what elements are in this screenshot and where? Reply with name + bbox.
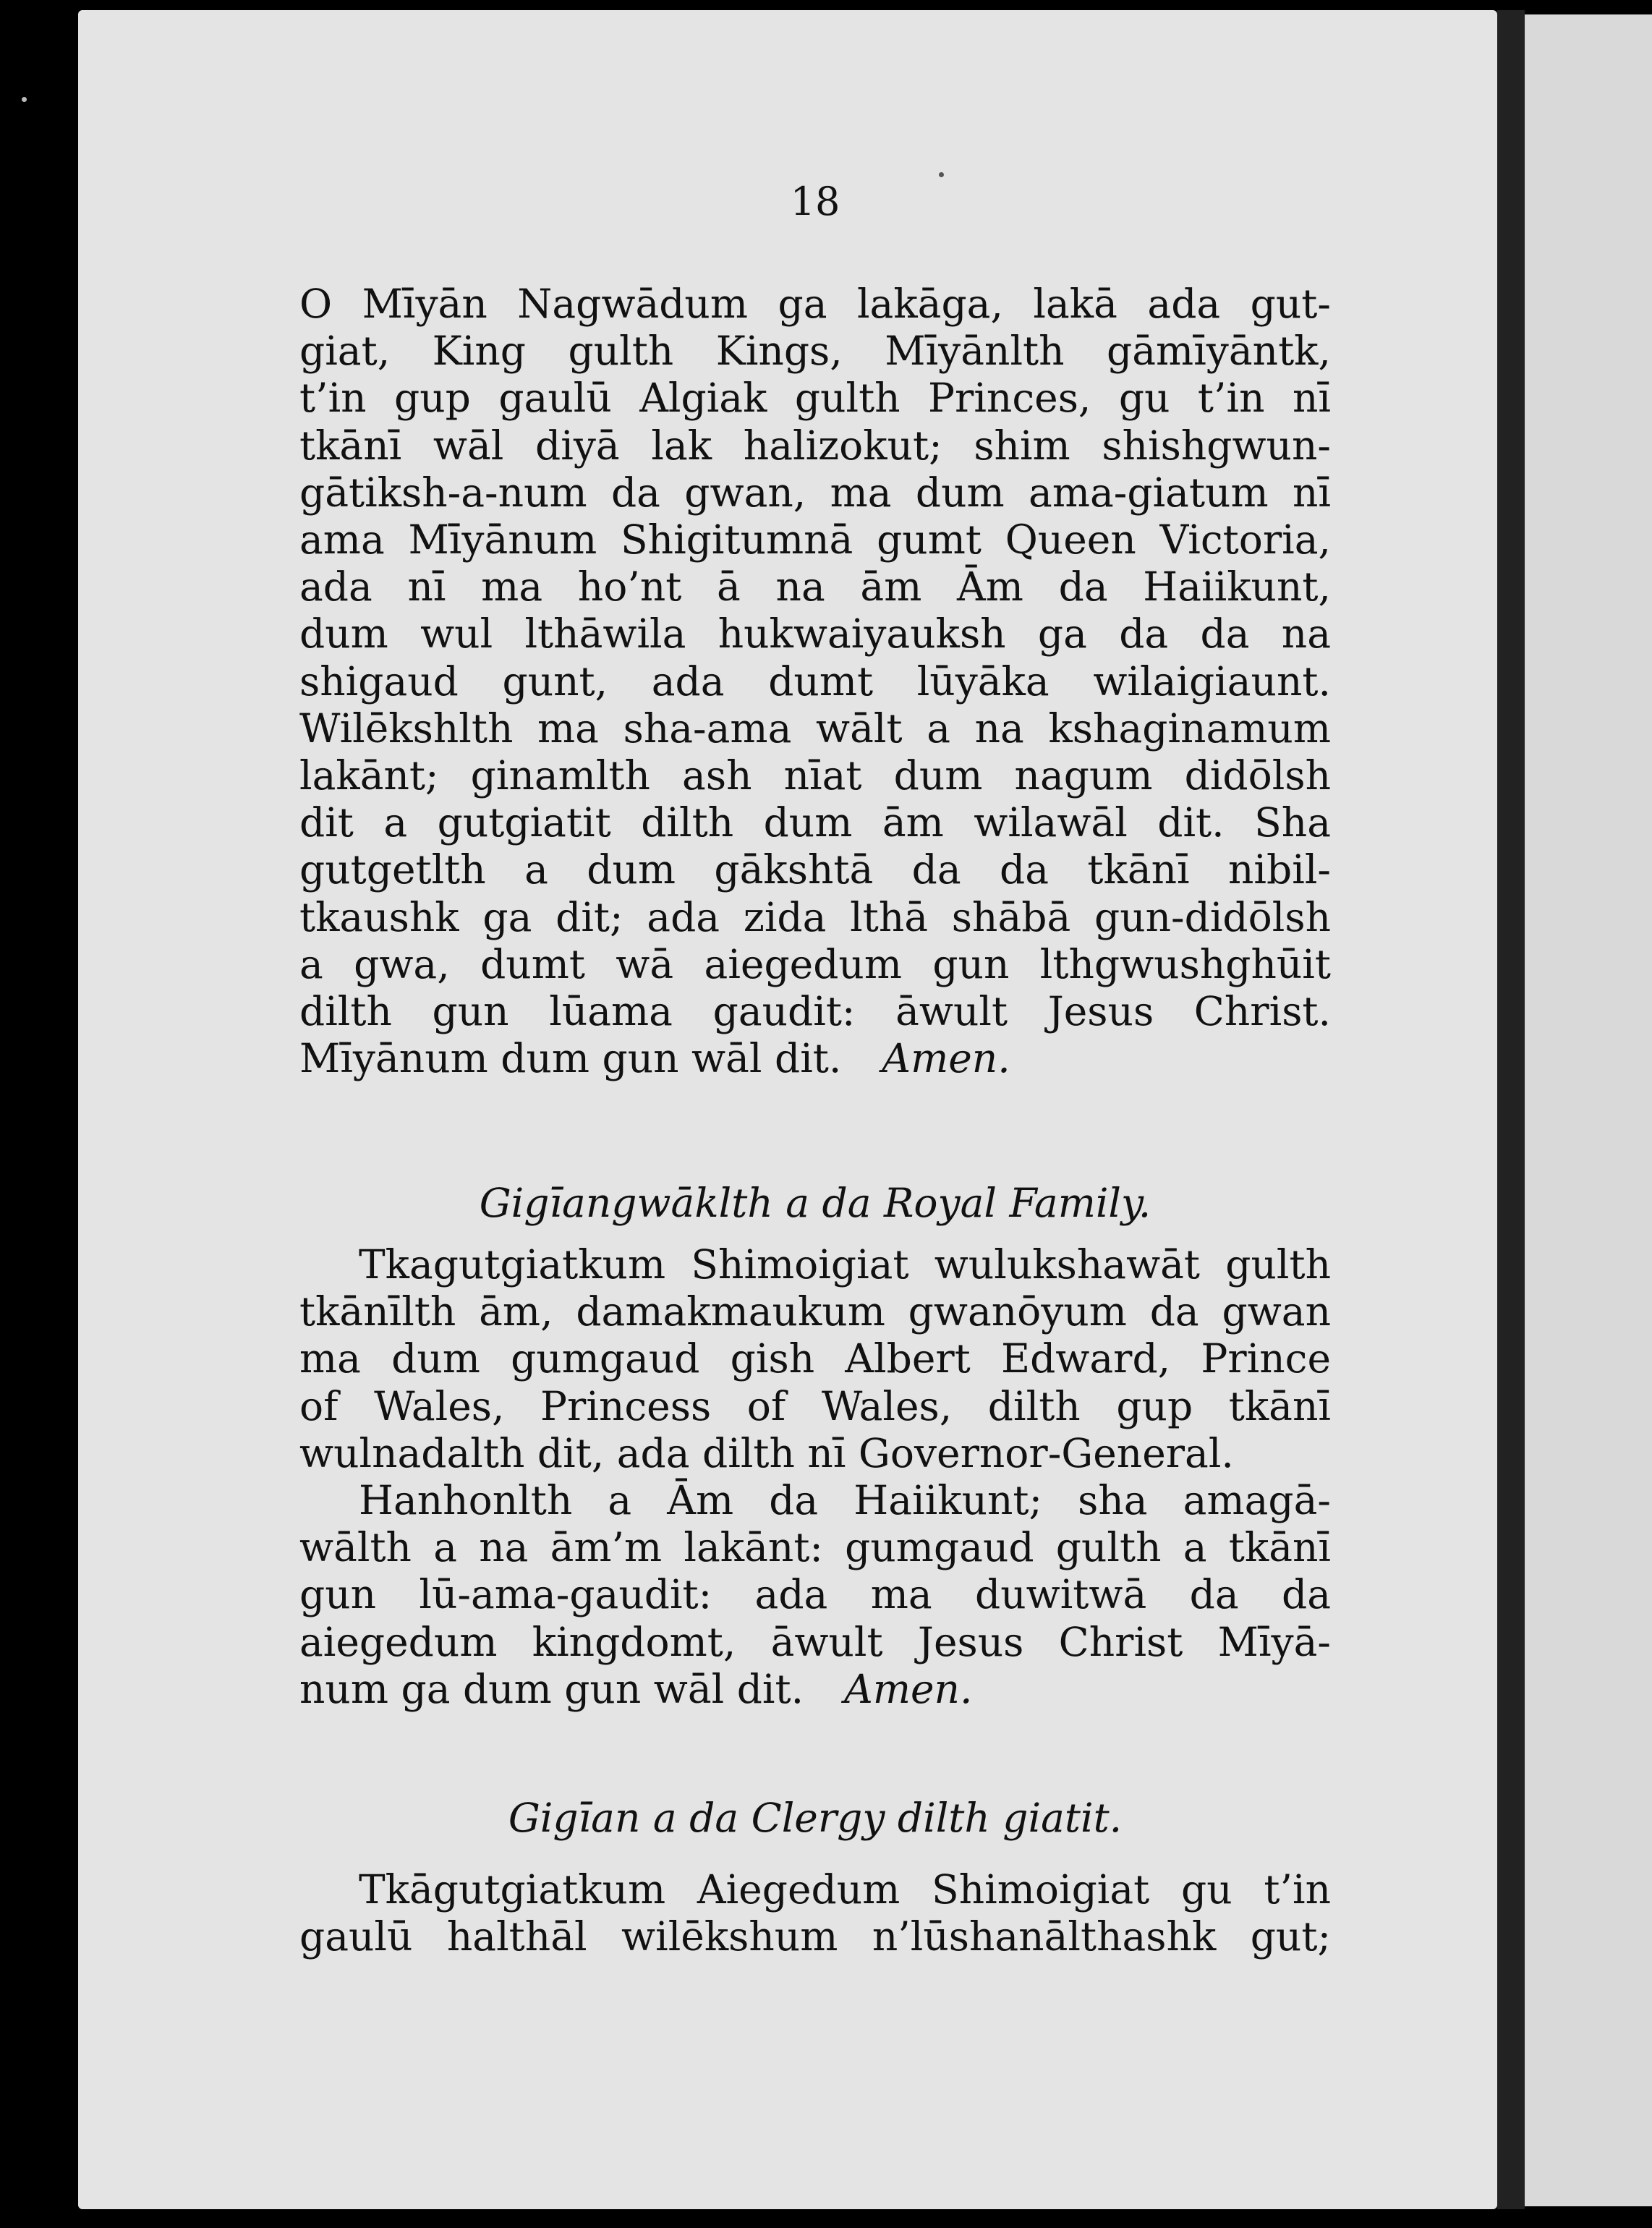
text-line: O Mīyān Nagwādum ga lakāga, lakā ada gut-	[299, 281, 1331, 327]
royal-family-paragraph-2	[299, 1477, 1331, 1713]
text-line: wālth a na ām’m lakānt: gumgaud gulth a tkānī	[299, 1524, 1331, 1571]
page-number: 18	[790, 179, 840, 224]
text-line: a gwa, dumt wā aiegedum gun lthgwushghūit	[299, 940, 1331, 987]
text-line: Wilēkshlth ma sha-ama wālt a na kshaginamum	[299, 705, 1331, 752]
text-line: wulnadalth dit, ada dilth nī Governor-General.	[299, 1429, 1234, 1476]
clergy-heading: Gigīan a da Clergy dilth giatit.	[508, 1795, 1123, 1841]
clergy-paragraph	[299, 1866, 1331, 1960]
text-line: dilth gun lūama gaudit: āwult Jesus Christ.	[299, 988, 1331, 1035]
text-line: gutgetlth a dum gākshtā da da tkānī nibil-	[299, 846, 1331, 893]
text-line: Tkāgutgiatkum Aiegedum Shimoigiat gu t’in	[359, 1866, 1331, 1913]
text-line: dum wul lthāwila hukwaiyauksh ga da da na	[299, 611, 1331, 658]
text-line: tkaushk ga dit; ada zida lthā shābā gun-didōlsh	[299, 893, 1331, 940]
text-line: ma dum gumgaud gish Albert Edward, Prince	[299, 1335, 1331, 1382]
text-line: aiegedum kingdomt, āwult Jesus Christ Mīyā-	[299, 1618, 1331, 1665]
text-line: ama Mīyānum Shigitumnā gumt Queen Victoria,	[299, 516, 1331, 564]
book-gutter	[1497, 10, 1525, 2209]
text-line: gātiksh-a-num da gwan, ma dum ama-giatum nī	[299, 469, 1331, 516]
text-line: tkānīlth ām, damakmaukum gwanōyum da gwan	[299, 1288, 1331, 1335]
text-line: tkānī wāl diyā lak halizokut; shim shishgwun-	[299, 422, 1331, 469]
royal-family-heading: Gigīangwāklth a da Royal Family.	[479, 1180, 1151, 1226]
prayer-for-king	[299, 281, 1331, 1082]
text-line: of Wales, Princess of Wales, dilth gup tkānī	[299, 1382, 1331, 1429]
text-line: t’in gup gaulū Algiak gulth Princes, gu t’in nī	[299, 375, 1331, 422]
amen-text: Amen.	[844, 1665, 973, 1712]
text-line: dit a gutgiatit dilth dum ām wilawāl dit. Sha	[299, 799, 1331, 846]
final-line-text: num ga dum gun wāl dit.	[299, 1665, 804, 1712]
text-line: gun lū-ama-gaudit: ada ma duwitwā da da	[299, 1571, 1331, 1618]
text-line: ada nī ma ho’nt ā na ām Ām da Haiikunt,	[299, 564, 1331, 611]
text-line: Hanhonlth a Ām da Haiikunt; sha amagā-	[359, 1477, 1331, 1523]
text-line: gaulū halthāl wilēkshum n’lūshanālthashk gut;	[299, 1913, 1331, 1960]
text-line-final	[299, 1666, 1331, 1713]
text-line: giat, King gulth Kings, Mīyānlth gāmīyāntk,	[299, 328, 1331, 375]
text-line-final	[299, 1035, 1331, 1082]
royal-family-paragraph	[299, 1241, 1331, 1477]
text-line: lakānt; ginamlth ash nīat dum nagum didōlsh	[299, 752, 1331, 799]
facing-page-edge	[1525, 14, 1652, 2206]
scan-speck	[22, 97, 27, 102]
amen-text: Amen.	[882, 1035, 1010, 1082]
text-line: Tkagutgiatkum Shimoigiat wulukshawāt gulth	[359, 1241, 1331, 1288]
text-line: shigaud gunt, ada dumt lūyāka wilaigiaunt.	[299, 658, 1331, 705]
final-line-text: Mīyānum dum gun wāl dit.	[299, 1035, 842, 1082]
